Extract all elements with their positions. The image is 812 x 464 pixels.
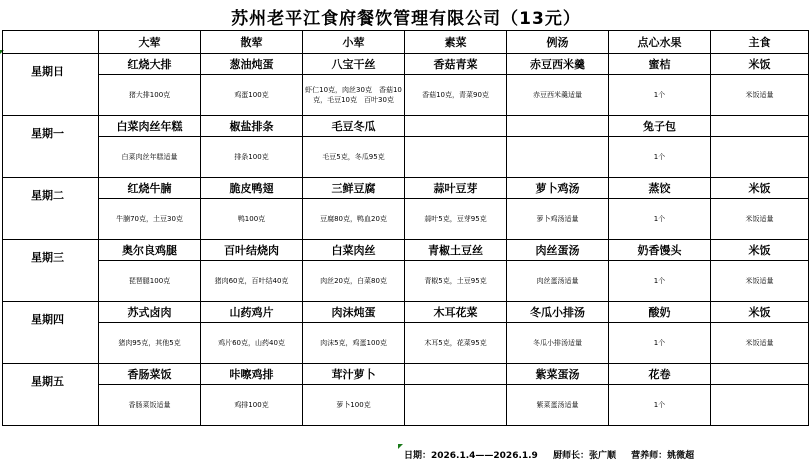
dish-detail: 青椒5克，土豆95克 xyxy=(405,261,507,302)
dish-detail xyxy=(405,137,507,178)
day-detail-row xyxy=(3,199,809,240)
dish-detail: 赤豆西米羹适量 xyxy=(507,75,609,116)
header-cell: 点心水果 xyxy=(609,31,711,54)
dish-name: 三鲜豆腐 xyxy=(303,178,405,199)
dish-name: 香肠菜饭 xyxy=(99,364,201,385)
dish-name xyxy=(711,364,809,385)
dish-name: 奥尔良鸡腿 xyxy=(99,240,201,261)
dish-name: 茸汁萝卜 xyxy=(303,364,405,385)
dish-name: 紫菜蛋汤 xyxy=(507,364,609,385)
dish-detail xyxy=(507,137,609,178)
day-label: 星期五 xyxy=(3,364,99,426)
dish-name: 白菜肉丝年糕 xyxy=(99,116,201,137)
dish-name: 葱油炖蛋 xyxy=(201,54,303,75)
dish-name: 米饭 xyxy=(711,240,809,261)
day-dish-row xyxy=(3,302,809,323)
dish-detail: 1个 xyxy=(609,75,711,116)
footer-chef: 厨师长：张广顺 xyxy=(552,451,616,461)
dish-name: 米饭 xyxy=(711,178,809,199)
menu-table xyxy=(2,30,809,426)
day-label: 星期二 xyxy=(3,178,99,240)
dish-name: 椒盐排条 xyxy=(201,116,303,137)
dish-name: 蒜叶豆芽 xyxy=(405,178,507,199)
dish-name: 萝卜鸡汤 xyxy=(507,178,609,199)
dish-detail: 毛豆5克，冬瓜95克 xyxy=(303,137,405,178)
dish-detail: 紫菜蛋汤适量 xyxy=(507,385,609,426)
dish-detail: 猪肉95克，其他5克 xyxy=(99,323,201,364)
dish-name: 兔子包 xyxy=(609,116,711,137)
dish-name: 山药鸡片 xyxy=(201,302,303,323)
dish-detail: 木耳5克，花菜95克 xyxy=(405,323,507,364)
dish-detail: 鸭100克 xyxy=(201,199,303,240)
dish-detail: 猪大排100克 xyxy=(99,75,201,116)
dish-detail xyxy=(711,137,809,178)
header-corner xyxy=(3,31,99,54)
dish-detail xyxy=(711,385,809,426)
dish-name: 香菇青菜 xyxy=(405,54,507,75)
dish-name: 奶香馒头 xyxy=(609,240,711,261)
dish-name: 脆皮鸭翅 xyxy=(201,178,303,199)
footer-nutritionist: 营养师：姚微超 xyxy=(631,451,695,461)
dish-name: 蜜桔 xyxy=(609,54,711,75)
dish-detail: 鸡片60克，山药40克 xyxy=(201,323,303,364)
footer-marker xyxy=(398,444,403,449)
dish-detail: 萝卜鸡汤适量 xyxy=(507,199,609,240)
day-detail-row xyxy=(3,385,809,426)
dish-name xyxy=(405,116,507,137)
dish-detail: 1个 xyxy=(609,137,711,178)
dish-name: 毛豆冬瓜 xyxy=(303,116,405,137)
header-cell: 大荤 xyxy=(99,31,201,54)
dish-detail: 鸡排100克 xyxy=(201,385,303,426)
dish-name: 冬瓜小排汤 xyxy=(507,302,609,323)
page-title: 苏州老平江食府餐饮管理有限公司（13元） xyxy=(231,9,581,29)
dish-detail: 豆腐80克，鸭血20克 xyxy=(303,199,405,240)
day-dish-row xyxy=(3,116,809,137)
dish-detail: 虾仁10克，肉丝30克 香菇10克，毛豆10克 百叶30克 xyxy=(303,75,405,116)
dish-name: 米饭 xyxy=(711,54,809,75)
dish-name: 酸奶 xyxy=(609,302,711,323)
footer xyxy=(404,448,706,461)
footer-date: 日期：2026.1.4——2026.1.9 xyxy=(404,451,538,461)
day-dish-row xyxy=(3,178,809,199)
dish-name: 苏式卤肉 xyxy=(99,302,201,323)
dish-detail: 冬瓜小排汤适量 xyxy=(507,323,609,364)
dish-name: 青椒土豆丝 xyxy=(405,240,507,261)
dish-detail: 米饭适量 xyxy=(711,323,809,364)
dish-detail: 米饭适量 xyxy=(711,199,809,240)
day-detail-row xyxy=(3,75,809,116)
dish-detail: 1个 xyxy=(609,261,711,302)
dish-detail: 白菜肉丝年糕适量 xyxy=(99,137,201,178)
day-dish-row xyxy=(3,364,809,385)
header-cell: 素菜 xyxy=(405,31,507,54)
dish-name: 咔嚓鸡排 xyxy=(201,364,303,385)
dish-detail: 1个 xyxy=(609,199,711,240)
dish-name: 红烧大排 xyxy=(99,54,201,75)
dish-detail: 肉丝20克，白菜80克 xyxy=(303,261,405,302)
day-label: 星期三 xyxy=(3,240,99,302)
dish-name xyxy=(711,116,809,137)
dish-detail: 鸡蛋100克 xyxy=(201,75,303,116)
dish-name: 肉沫炖蛋 xyxy=(303,302,405,323)
dish-name: 蒸饺 xyxy=(609,178,711,199)
dish-detail: 猪肉60克，百叶结40克 xyxy=(201,261,303,302)
header-row xyxy=(3,31,809,54)
dish-name: 八宝干丝 xyxy=(303,54,405,75)
dish-name: 赤豆西米羹 xyxy=(507,54,609,75)
dish-detail: 1个 xyxy=(609,385,711,426)
day-detail-row xyxy=(3,137,809,178)
day-detail-row xyxy=(3,323,809,364)
day-label: 星期四 xyxy=(3,302,99,364)
dish-detail: 香菇10克，青菜90克 xyxy=(405,75,507,116)
dish-detail: 1个 xyxy=(609,323,711,364)
dish-detail: 肉丝蛋汤适量 xyxy=(507,261,609,302)
dish-name: 花卷 xyxy=(609,364,711,385)
dish-name xyxy=(405,364,507,385)
dish-detail: 萝卜100克 xyxy=(303,385,405,426)
dish-name: 百叶结烧肉 xyxy=(201,240,303,261)
dish-detail: 米饭适量 xyxy=(711,261,809,302)
dish-name xyxy=(507,116,609,137)
dish-name: 白菜肉丝 xyxy=(303,240,405,261)
header-cell: 散荤 xyxy=(201,31,303,54)
header-cell: 例汤 xyxy=(507,31,609,54)
dish-name: 肉丝蛋汤 xyxy=(507,240,609,261)
day-dish-row xyxy=(3,54,809,75)
dish-detail xyxy=(405,385,507,426)
header-cell: 主食 xyxy=(711,31,809,54)
day-dish-row xyxy=(3,240,809,261)
dish-detail: 米饭适量 xyxy=(711,75,809,116)
dish-name: 木耳花菜 xyxy=(405,302,507,323)
header-cell: 小荤 xyxy=(303,31,405,54)
day-label: 星期一 xyxy=(3,116,99,178)
dish-detail: 肉沫5克，鸡蛋100克 xyxy=(303,323,405,364)
day-label: 星期日 xyxy=(3,54,99,116)
dish-detail: 蒜叶5克，豆芽95克 xyxy=(405,199,507,240)
dish-name: 米饭 xyxy=(711,302,809,323)
dish-detail: 排条100克 xyxy=(201,137,303,178)
dish-detail: 琵琶腿100克 xyxy=(99,261,201,302)
dish-detail: 香肠菜饭适量 xyxy=(99,385,201,426)
day-detail-row xyxy=(3,261,809,302)
dish-detail: 牛腩70克，土豆30克 xyxy=(99,199,201,240)
dish-name: 红烧牛腩 xyxy=(99,178,201,199)
